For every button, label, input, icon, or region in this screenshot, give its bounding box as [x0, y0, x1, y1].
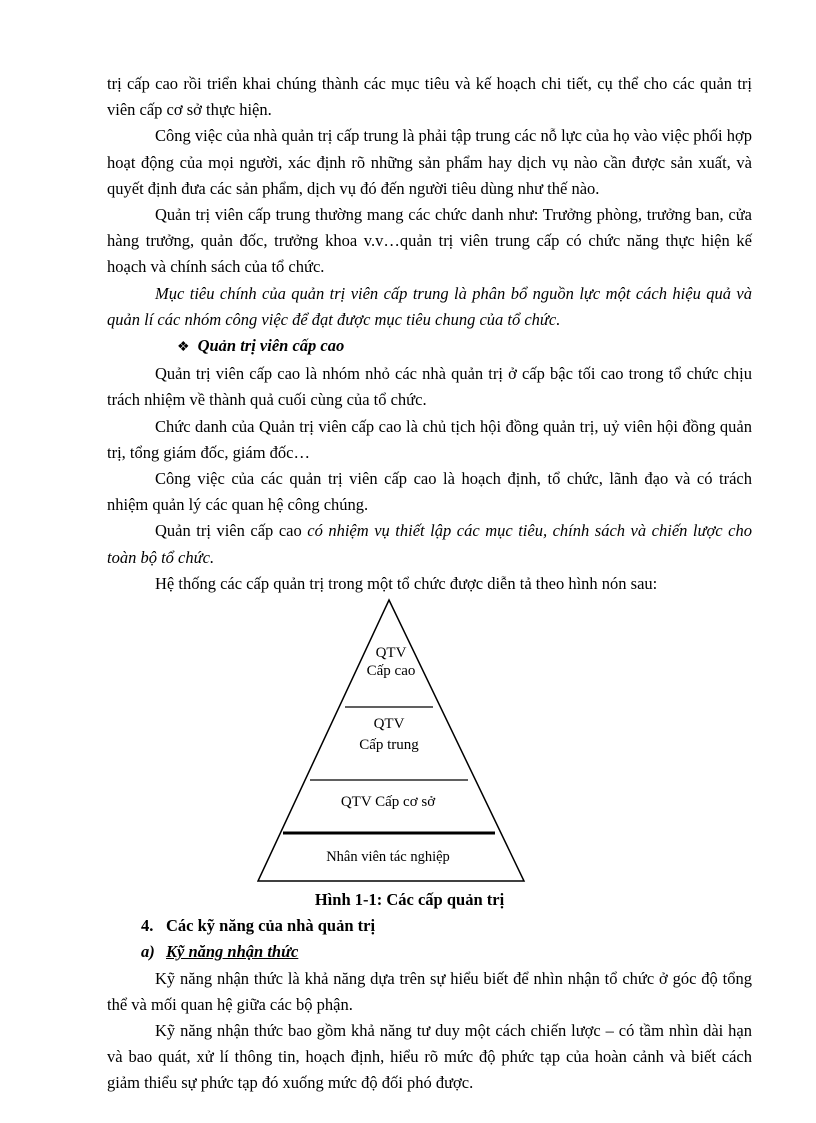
section-4a-paragraph-2: Kỹ năng nhận thức bao gồm khả năng tư duy một cách chiến lược – có tầm nhìn dài hạn và bao quát, xử lí thông tin, hoạch định, hiểu rõ mức độ phức tạp của hoàn cảnh và biết cách giảm thiểu sự phức tạp đó xuống mức độ đối phó được.: [107, 1021, 752, 1093]
section-4-number: 4.: [141, 916, 154, 936]
section-4-title: Các kỹ năng của nhà quản trị: [166, 916, 376, 936]
level-2-line-2: Cấp trung: [359, 737, 419, 754]
heading-top-managers: [107, 333, 752, 361]
pyramid-figure: [107, 597, 752, 887]
paragraph-6: Chức danh của Quản trị viên cấp cao là chủ tịch hội đồng quản trị, uỷ viên hội đồng quản trị, tổng giám đốc, giám đốc…: [107, 416, 752, 462]
paragraph-9: Hệ thống các cấp quản trị trong một tổ chức được diễn tả theo hình nón sau:: [155, 573, 658, 593]
document-page: [107, 71, 752, 1097]
diamond-bullet-icon: ❖: [177, 340, 190, 356]
level-2-line-1: QTV: [373, 716, 405, 733]
paragraph-5: Quản trị viên cấp cao là nhóm nhỏ các nhà quản trị ở cấp bậc tối cao trong tổ chức chịu trách nhiệm về thành quả cuối cùng của tổ chức.: [107, 364, 752, 410]
paragraph-8-part-a: Quản trị viên cấp cao: [155, 521, 302, 541]
section-4a-number: a): [141, 942, 155, 962]
level-4-label: Nhân viên tác nghiệp: [326, 849, 450, 866]
section-4a-title: Kỹ năng nhận thức: [166, 942, 299, 962]
level-1-line-2: Cấp cao: [366, 663, 416, 680]
paragraph-7: Công việc của các quản trị viên cấp cao là hoạch định, tổ chức, lãnh đạo và có trách nhiệm quản lý các quan hệ công chúng.: [107, 469, 752, 515]
heading-top-managers-text: Quản trị viên cấp cao: [197, 336, 345, 356]
section-4a-heading: [107, 939, 752, 965]
paragraph-8: [107, 518, 752, 570]
section-4-heading: [107, 913, 752, 939]
paragraph-1: trị cấp cao rồi triển khai chúng thành các mục tiêu và kế hoạch chi tiết, cụ thể cho các quản trị viên cấp cơ sở thực hiện.: [107, 74, 752, 120]
section-4a-paragraph-1: Kỹ năng nhận thức là khả năng dựa trên sự hiểu biết để nhìn nhận tổ chức ở góc độ tổng thể và mối quan hệ giữa các bộ phận.: [107, 968, 752, 1014]
paragraph-4: Mục tiêu chính của quản trị viên cấp trung là phân bổ nguồn lực một cách hiệu quả và quản lí các nhóm công việc để đạt được mục tiêu chung của tổ chức.: [107, 283, 752, 329]
level-1-line-1: QTV: [375, 645, 407, 662]
level-3-label: QTV Cấp cơ sở: [340, 794, 436, 811]
paragraph-2: Công việc của nhà quản trị cấp trung là phải tập trung các nỗ lực của họ vào việc phối hợp hoạt động của mọi người, xác định rõ những sản phẩm hay dịch vụ nào cần được sản xuất, và quyết định đưa các sản phẩm, dịch vụ đó đến người tiêu dùng như thế nào.: [107, 126, 752, 198]
figure-caption: Hình 1-1: Các cấp quản trị: [314, 890, 505, 910]
paragraph-3: Quản trị viên cấp trung thường mang các chức danh như: Trưởng phòng, trưởng ban, cửa hàng trưởng, quản đốc, trưởng khoa v.v…quản trị viên trung cấp có chức năng thực hiện kế hoạch và chính sách của tổ chức.: [107, 205, 752, 277]
paragraph-8-part-b: có nhiệm vụ thiết lập các mục tiêu, chính sách và chiến lược cho toàn bộ tổ chức.: [107, 521, 752, 567]
pyramid-diagram: [257, 597, 527, 887]
